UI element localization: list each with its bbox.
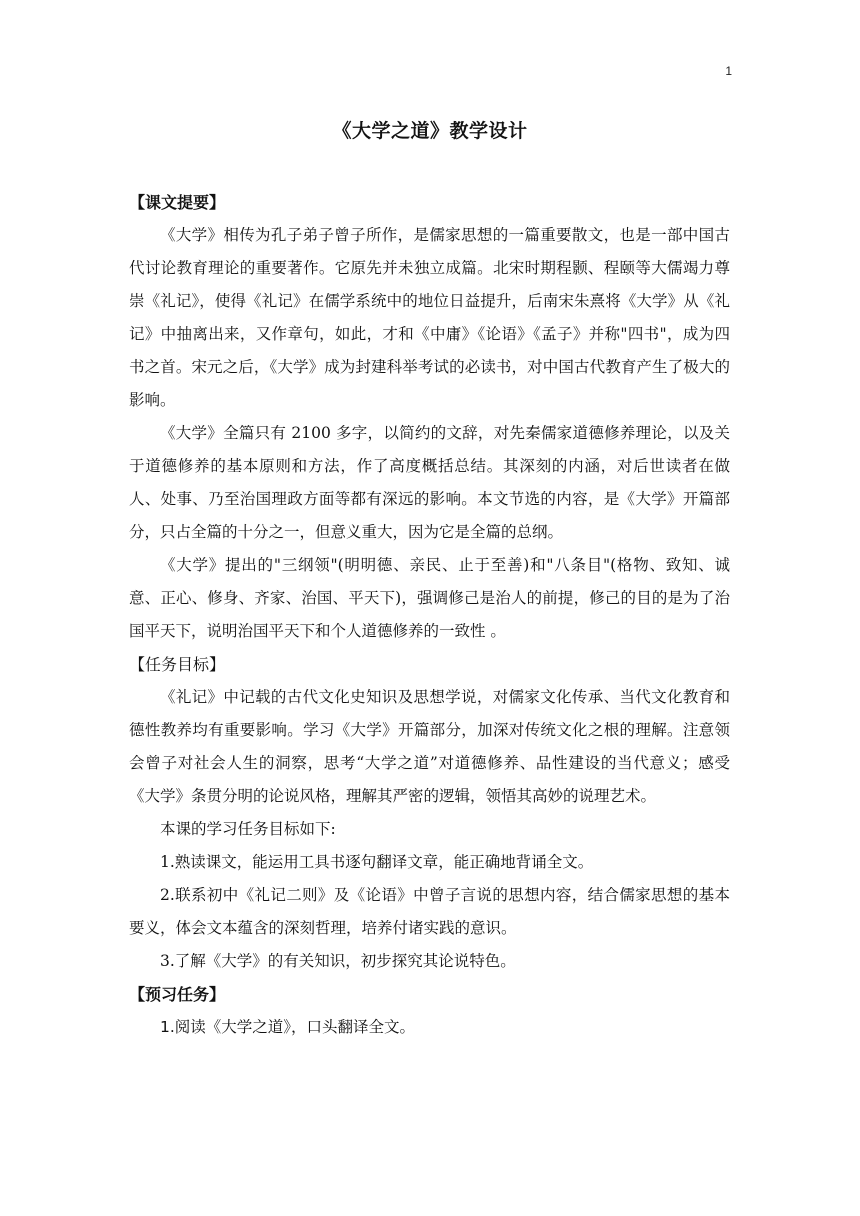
goal-item-2: 2.联系初中《礼记二则》及《论语》中曾子言说的思想内容，结合儒家思想的基本要义，体会文本蕴含的深刻哲理，培养付诸实践的意识。 xyxy=(129,886,730,937)
goals-paragraph-1: 《礼记》中记载的古代文化史知识及思想学说，对儒家文化传承、当代文化教育和德性教养均有重要影响。学习《大学》开篇部分，加深对传统文化之根的理解。注意领会曾子对社会人生的洞察，思考“大学之道”对道德修养、品性建设的当代意义；感受《大学》条贯分明的论说风格，理解其严密的逻辑，领悟其高妙的说理艺术。 xyxy=(129,688,730,805)
section-heading-goals: 【任务目标】 xyxy=(129,655,226,674)
document-body xyxy=(129,186,730,1044)
goal-item-1: 1.熟读课文，能运用工具书逐句翻译文章，能正确地背诵全文。 xyxy=(160,853,594,871)
summary-paragraph-2: 《大学》全篇只有 2100 多字，以简约的文辞，对先秦儒家道德修养理论，以及关于道德修养的基本原则和方法，作了高度概括总结。其深刻的内涵，对后世读者在做人、处事、乃至治国理政方面等都有深远的影响。本文节选的内容，是《大学》开篇部分，只占全篇的十分之一，但意义重大，因为它是全篇的总纲。 xyxy=(129,424,730,541)
page-number: 1 xyxy=(725,64,732,78)
section-heading-preview: 【预习任务】 xyxy=(129,985,226,1004)
goal-item-3: 3.了解《大学》的有关知识，初步探究其论说特色。 xyxy=(160,952,516,970)
summary-paragraph-1: 《大学》相传为孔子弟子曾子所作，是儒家思想的一篇重要散文，也是一部中国古代讨论教育理论的重要著作。它原先并未独立成篇。北宋时期程颢、程颐等大儒竭力尊崇《礼记》，使得《礼记》在儒学系统中的地位日益提升，后南宋朱熹将《大学》从《礼记》中抽离出来，又作章句，如此，才和《中庸》《论语》《孟子》并称"四书"，成为四书之首。宋元之后，《大学》成为封建科举考试的必读书，对中国古代教育产生了极大的影响。 xyxy=(129,226,730,409)
preview-item-1: 1.阅读《大学之道》，口头翻译全文。 xyxy=(160,1018,416,1036)
section-heading-summary: 【课文提要】 xyxy=(129,193,226,212)
document-title: 《大学之道》教学设计 xyxy=(332,120,528,142)
summary-paragraph-3: 《大学》提出的"三纲领"(明明德、亲民、止于至善)和"八条目"(格物、致知、诚意、正心、修身、齐家、治国、平天下)，强调修己是治人的前提，修己的目的是为了治国平天下，说明治国平天下和个人道德修养的一致性 。 xyxy=(129,556,730,640)
goals-paragraph-2: 本课的学习任务目标如下: xyxy=(160,820,336,838)
